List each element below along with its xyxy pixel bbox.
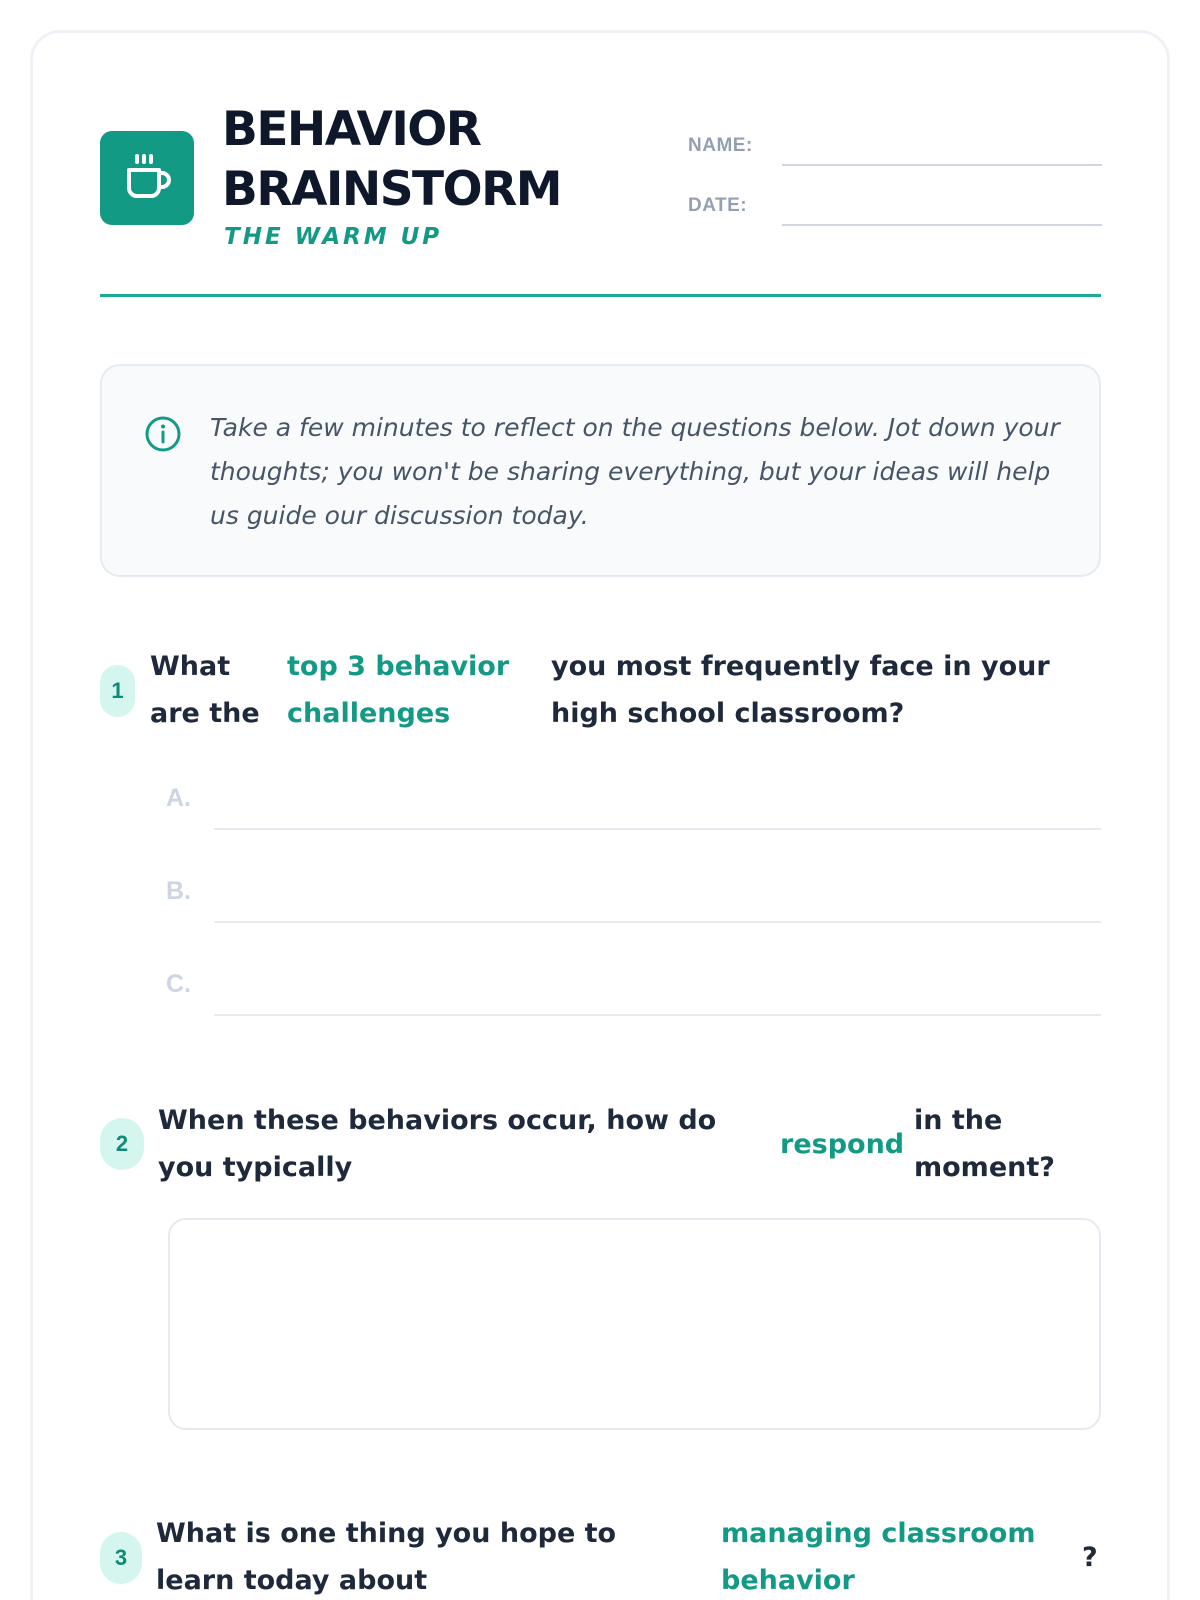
name-label: NAME: — [688, 135, 753, 156]
question-1-text: What are the — [150, 651, 260, 729]
title-line-2: BRAINSTORM — [222, 162, 562, 217]
instructions-box — [100, 364, 1101, 577]
name-field[interactable] — [782, 164, 1102, 166]
question-3-text-end: ? — [1082, 1542, 1098, 1573]
question-3-text: What is one thing you hope to learn today about — [156, 1518, 617, 1596]
date-label: DATE: — [688, 195, 748, 216]
answer-c-label: C. — [166, 970, 191, 998]
answer-a-label: A. — [166, 784, 191, 812]
question-number-badge: 3 — [100, 1532, 142, 1584]
date-field[interactable] — [782, 224, 1102, 226]
logo — [100, 131, 194, 225]
header-divider — [100, 294, 1101, 297]
answer-b-line[interactable] — [214, 921, 1101, 923]
question-3-highlight: managing classroom behavior — [721, 1518, 1036, 1596]
instructions-text: Take a few minutes to reflect on the questions below. Jot down your thoughts; you won't be sharing everything, but your ideas will help us guide our discussion today. — [210, 413, 1060, 530]
answer-b-label: B. — [166, 877, 191, 905]
answer-c-line[interactable] — [214, 1014, 1101, 1016]
question-2-answer-box[interactable] — [168, 1218, 1101, 1430]
question-2-text: When these behaviors occur, how do you typically — [158, 1105, 717, 1183]
question-number-badge: 1 — [100, 665, 135, 717]
question-number-badge: 2 — [100, 1118, 144, 1170]
title-line-1: BEHAVIOR — [222, 102, 481, 157]
question-1-highlight: top 3 behavior challenges — [287, 651, 510, 729]
answer-a-line[interactable] — [214, 828, 1101, 830]
question-2-text-end: in the moment? — [914, 1105, 1055, 1183]
coffee-cup-icon — [119, 150, 175, 206]
question-1-text-end: you most frequently face in your high school classroom? — [551, 651, 1050, 729]
info-icon — [144, 415, 182, 453]
page-title — [222, 100, 642, 220]
question-2-highlight: respond — [780, 1129, 905, 1160]
page-subtitle: THE WARM UP — [224, 224, 443, 250]
